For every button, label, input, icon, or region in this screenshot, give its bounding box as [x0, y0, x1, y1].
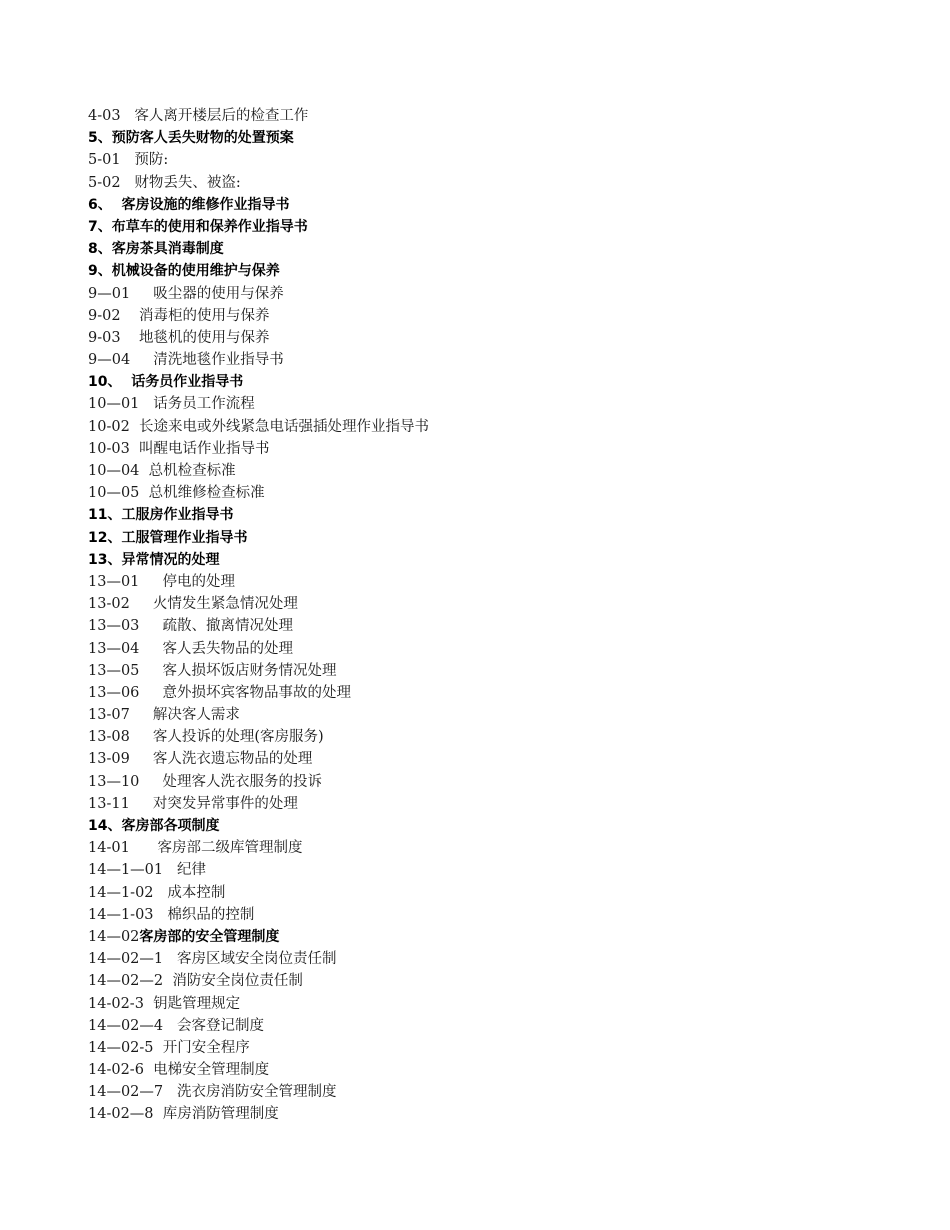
item-title: 电梯安全管理制度: [153, 1062, 270, 1079]
section-heading: [88, 216, 888, 238]
list-item: [88, 349, 888, 371]
list-item: [88, 149, 888, 171]
item-number: 13—04: [88, 640, 140, 657]
item-title: 客人投诉的处理(客房服务): [152, 729, 324, 746]
list-item: [88, 726, 888, 748]
item-spacing: [139, 685, 162, 701]
section-heading: [88, 815, 888, 837]
item-title: 预防客人丢失财物的处置预案: [111, 130, 294, 147]
item-spacing: [139, 485, 148, 501]
item-title: 清洗地毯作业指导书: [153, 352, 284, 369]
item-title: 吸尘器的使用与保养: [153, 285, 284, 302]
list-item: [88, 438, 888, 460]
item-title: 机械设备的使用维护与保养: [111, 263, 280, 280]
item-number: 13—10: [88, 773, 140, 790]
list-item: [88, 793, 888, 815]
item-spacing: [163, 951, 177, 967]
item-number: 13—03: [88, 618, 140, 635]
item-title: 话务员作业指导书: [131, 374, 244, 391]
list-item: [88, 305, 888, 327]
section-heading: [88, 238, 888, 260]
list-item: [88, 904, 888, 926]
item-title: 布草车的使用和保养作业指导书: [111, 218, 308, 235]
item-number: 13-07: [88, 707, 130, 724]
item-number: 9、: [88, 263, 112, 280]
item-number: 14—02—4: [88, 1017, 164, 1034]
item-number: 14—02: [88, 928, 140, 945]
item-number: 5-02: [88, 174, 121, 191]
item-spacing: [121, 108, 135, 124]
item-title: 疏散、撤离情况处理: [162, 618, 293, 635]
item-number: 14-02-3: [88, 995, 144, 1012]
item-title: 纪律: [176, 862, 206, 879]
item-number: 14—1-02: [88, 884, 154, 901]
item-number: 5-01: [88, 152, 121, 169]
item-number: 13、: [88, 551, 122, 568]
item-spacing: [121, 152, 135, 168]
item-number: 14-02—8: [88, 1106, 154, 1123]
item-number: 10-03: [88, 440, 130, 457]
list-item: [88, 283, 888, 305]
item-number: 10—01: [88, 396, 140, 413]
item-spacing: [154, 1040, 163, 1056]
list-item: [88, 1015, 888, 1037]
item-spacing: [163, 1084, 177, 1100]
item-title: 预防:: [134, 152, 169, 169]
list-item: [88, 615, 888, 637]
item-spacing: [121, 374, 131, 390]
item-title: 客人离开楼层后的检查工作: [134, 108, 309, 124]
item-number: 14—02—7: [88, 1084, 164, 1101]
list-item: [88, 571, 888, 593]
item-title: 客房部的安全管理制度: [139, 928, 280, 945]
list-item: [88, 837, 888, 859]
item-spacing: [139, 574, 162, 590]
item-number: 4-03: [88, 108, 121, 124]
list-item: [88, 593, 888, 615]
item-title: 客人损坏饭店财务情况处理: [162, 662, 337, 679]
item-number: 12、: [88, 529, 122, 546]
list-item: [88, 882, 888, 904]
item-title: 总机检查标准: [148, 463, 236, 479]
item-title: 客房茶具消毒制度: [111, 241, 224, 258]
item-title: 工服管理作业指导书: [121, 529, 248, 546]
list-item: [88, 327, 888, 349]
item-title: 工服房作业指导书: [121, 507, 234, 524]
list-item: [88, 771, 888, 793]
item-title: 库房消防管理制度: [162, 1106, 279, 1123]
item-title: 消防安全岗位责任制: [172, 973, 303, 990]
item-spacing: [130, 707, 153, 723]
list-item: [88, 704, 888, 726]
item-number: 13—06: [88, 684, 140, 701]
item-number: 9-03: [88, 329, 121, 346]
item-spacing: [139, 618, 162, 634]
list-item: [88, 748, 888, 770]
list-item: [88, 105, 888, 127]
item-spacing: [139, 774, 162, 790]
list-item: [88, 682, 888, 704]
item-number: 7、: [88, 218, 112, 235]
item-title: 棉织品的控制: [167, 906, 255, 923]
item-spacing: [139, 663, 162, 679]
item-title: 客房区域安全岗位责任制: [176, 951, 337, 968]
item-title: 客房部二级库管理制度: [157, 840, 303, 857]
list-item: [88, 859, 888, 881]
item-title: 异常情况的处理: [121, 551, 220, 568]
item-number: 14—1—01: [88, 862, 164, 879]
item-number: 9-02: [88, 307, 121, 324]
item-number: 14—02—2: [88, 973, 164, 990]
item-spacing: [121, 330, 139, 346]
item-spacing: [139, 641, 162, 657]
item-spacing: [130, 286, 153, 302]
item-number: 14—1-03: [88, 906, 154, 923]
item-spacing: [130, 796, 153, 812]
item-spacing: [112, 197, 122, 213]
list-item: [88, 660, 888, 682]
item-title: 开门安全程序: [162, 1039, 250, 1056]
item-title: 对突发异常事件的处理: [152, 795, 298, 812]
list-item: [88, 393, 888, 415]
item-spacing: [163, 862, 177, 878]
item-title: 会客登记制度: [176, 1017, 264, 1034]
item-spacing: [144, 1062, 153, 1078]
item-title: 火情发生紧急情况处理: [152, 596, 298, 613]
item-title: 解决客人需求: [152, 707, 240, 724]
list-item: [88, 482, 888, 504]
item-number: 13-11: [88, 795, 130, 812]
item-number: 10—04: [88, 463, 140, 479]
item-title: 客房部各项制度: [121, 818, 220, 834]
item-title: 意外损坏宾客物品事故的处理: [162, 684, 351, 701]
item-number: 13-02: [88, 596, 130, 613]
list-item: [88, 416, 888, 438]
item-title: 总机维修检查标准: [148, 485, 265, 502]
section-heading: [88, 549, 888, 571]
item-number: 13-09: [88, 751, 130, 768]
item-title: 客人洗衣遗忘物品的处理: [152, 751, 313, 768]
list-item: [88, 638, 888, 660]
list-item: [88, 970, 888, 992]
list-item: [88, 926, 888, 948]
item-number: 14—02-5: [88, 1039, 154, 1056]
item-number: 10—05: [88, 485, 140, 502]
item-number: 9—01: [88, 285, 131, 302]
item-spacing: [130, 441, 139, 457]
item-title: 地毯机的使用与保养: [139, 329, 270, 346]
list-item: [88, 1059, 888, 1081]
table-of-contents: [88, 105, 888, 1126]
item-title: 停电的处理: [162, 573, 235, 590]
list-item: [88, 1081, 888, 1103]
item-number: 14-02-6: [88, 1062, 144, 1079]
item-spacing: [154, 885, 168, 901]
section-heading: [88, 260, 888, 282]
item-spacing: [130, 729, 153, 745]
item-number: 13—01: [88, 573, 140, 590]
list-item: [88, 1037, 888, 1059]
item-number: 13-08: [88, 729, 130, 746]
item-spacing: [163, 1018, 177, 1034]
item-number: 14—02—1: [88, 951, 164, 968]
section-heading: [88, 527, 888, 549]
item-number: 14-01: [88, 840, 130, 857]
item-spacing: [130, 840, 158, 856]
item-spacing: [139, 463, 148, 479]
item-number: 5、: [88, 130, 112, 147]
list-item: [88, 948, 888, 970]
list-item: [88, 1103, 888, 1125]
section-heading: [88, 371, 888, 393]
item-title: 财物丢失、被盗:: [134, 174, 241, 191]
item-spacing: [130, 352, 153, 368]
item-title: 客房设施的维修作业指导书: [121, 196, 290, 213]
item-spacing: [130, 419, 139, 435]
item-spacing: [154, 1106, 163, 1122]
item-spacing: [121, 175, 135, 191]
item-spacing: [163, 973, 172, 989]
item-title: 叫醒电话作业指导书: [139, 440, 270, 457]
item-title: 钥匙管理规定: [153, 995, 241, 1012]
item-spacing: [154, 907, 168, 923]
item-spacing: [144, 996, 153, 1012]
list-item: [88, 993, 888, 1015]
list-item: [88, 460, 888, 482]
item-number: 14、: [88, 818, 122, 834]
item-title: 话务员工作流程: [153, 396, 255, 413]
item-title: 成本控制: [167, 884, 226, 901]
item-spacing: [121, 308, 139, 324]
item-title: 长途来电或外线紧急电话强插处理作业指导书: [139, 418, 430, 435]
item-number: 9—04: [88, 352, 131, 369]
item-spacing: [130, 596, 153, 612]
item-number: 11、: [88, 507, 122, 524]
item-spacing: [130, 751, 153, 767]
item-title: 客人丢失物品的处理: [162, 640, 293, 657]
section-heading: [88, 127, 888, 149]
item-number: 10、: [88, 374, 122, 391]
item-number: 10-02: [88, 418, 130, 435]
item-title: 洗衣房消防安全管理制度: [176, 1084, 337, 1101]
item-spacing: [139, 396, 153, 412]
item-title: 消毒柜的使用与保养: [139, 307, 270, 324]
item-number: 6、: [88, 196, 112, 213]
item-title: 处理客人洗衣服务的投诉: [162, 773, 322, 790]
item-number: 13—05: [88, 662, 140, 679]
section-heading: [88, 504, 888, 526]
item-number: 8、: [88, 241, 112, 258]
list-item: [88, 172, 888, 194]
section-heading: [88, 194, 888, 216]
